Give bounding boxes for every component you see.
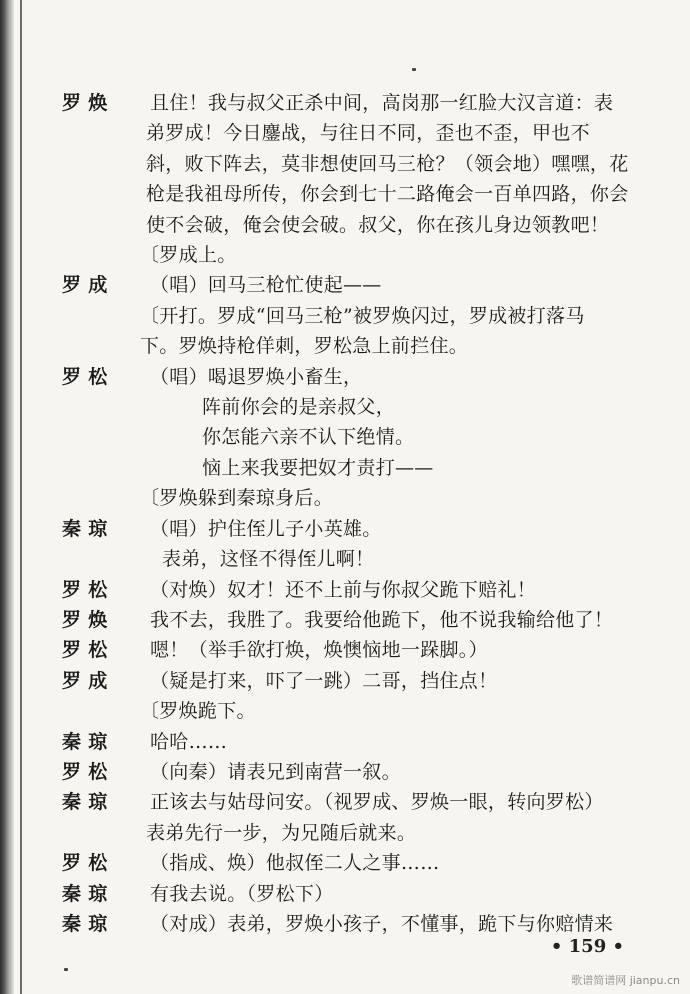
speech-continuation: 弟罗成！今日鏖战，与往日不同，歪也不歪，甲也不 (146, 122, 590, 145)
stage-direction: 〔罗焕躲到秦琼身后。 (140, 487, 334, 510)
speech-text: （对成）表弟，罗焕小孩子，不懂事，跪下与你赔情来 (150, 912, 614, 935)
watermark: 歌谱简谱网 jianpu.cn (571, 974, 680, 987)
dialogue-line (58, 575, 638, 605)
speech-text: （唱）喝退罗焕小畜生， (150, 365, 363, 388)
speech-continuation: 表弟，这怪不得侄儿啊！ (162, 548, 375, 571)
speaker-name: 秦 琼 (62, 912, 108, 935)
speech-text: （唱）回马三枪忙使起—— (150, 274, 382, 297)
speaker-name: 罗 成 (62, 274, 108, 297)
dialogue-line (58, 270, 638, 300)
speech-text: 有我去说。（罗松下） (150, 882, 334, 905)
speech-text: 哈哈…… (150, 730, 228, 753)
dialogue-line (58, 666, 638, 696)
speech-text: （向秦）请表兄到南营一叙。 (150, 760, 401, 783)
speech-text: （疑是打来，吓了一跳）二哥，挡住点！ (150, 669, 498, 692)
speaker-name: 罗 焕 (62, 92, 108, 114)
script-text (58, 88, 638, 939)
stage-direction: 下。罗焕持枪佯刺，罗松急上前拦住。 (140, 335, 469, 358)
speaker-name: 罗 成 (62, 669, 108, 692)
speaker-name: 罗 松 (62, 760, 108, 783)
dialogue-line (58, 909, 638, 939)
speech-text: （指成、焕）他叔侄二人之事…… (150, 852, 440, 875)
speech-continuation: 表弟先行一步，为兄随后就来。 (146, 821, 417, 844)
speaker-name: 罗 松 (62, 578, 108, 601)
dialogue-line (58, 848, 638, 878)
stage-direction: 〔罗焕跪下。 (140, 700, 256, 723)
speech-text: 嗯！（举手欲打焕，焕懊恼地一跺脚。） (150, 639, 488, 662)
book-spine-shadow (0, 0, 14, 994)
speech-text: 正该去与姑母问安。（视罗成、罗焕一眼，转向罗松） (150, 791, 604, 814)
stage-direction: 〔开打。罗成“回马三枪”被罗焕闪过，罗成被打落马 (140, 304, 585, 327)
verse-line: 阵前你会的是亲叔父， (202, 396, 396, 419)
speech-text: 我不去，我胜了。我要给他跪下，他不说我输给他了！ (150, 608, 614, 631)
dialogue-line (58, 635, 638, 665)
print-speck (412, 68, 416, 71)
page-number: • 159 • (550, 936, 624, 957)
dialogue-line (58, 605, 638, 635)
speech-continuation: 枪是我祖母所传，你会到七十二路俺会一百单四路，你会 (146, 183, 629, 206)
speaker-name: 罗 松 (62, 365, 108, 388)
dialogue-line (58, 787, 638, 817)
verse-line: 恼上来我要把奴才责打—— (202, 456, 434, 479)
dialogue-line (58, 362, 638, 392)
speaker-name: 罗 松 (62, 639, 108, 662)
stage-direction: 〔罗成上。 (140, 244, 237, 267)
dialogue-line (58, 88, 638, 118)
speech-continuation: 斜，败下阵去，莫非想使回马三枪？（领会地）嘿嘿，花 (146, 152, 629, 175)
verse-line: 你怎能六亲不认下绝情。 (202, 426, 415, 449)
speech-text: （唱）护住侄儿子小英雄。 (150, 517, 382, 540)
speech-text: 且住！我与叔父正杀中间，高岗那一红脸大汉言道：表 (150, 92, 614, 114)
speaker-name: 秦 琼 (62, 730, 108, 753)
speaker-name: 秦 琼 (62, 882, 108, 905)
speaker-name: 秦 琼 (62, 517, 108, 540)
speaker-name: 罗 焕 (62, 608, 108, 631)
dialogue-line (58, 757, 638, 787)
dialogue-line (58, 514, 638, 544)
speech-text: （对焕）奴才！还不上前与你叔父跪下赔礼！ (150, 578, 537, 601)
dialogue-line (58, 727, 638, 757)
speech-continuation: 使不会破，俺会使会破。叔父，你在孩儿身边领教吧！ (146, 213, 610, 236)
speaker-name: 秦 琼 (62, 791, 108, 814)
margin-line (20, 0, 22, 994)
print-speck (64, 968, 68, 971)
speaker-name: 罗 松 (62, 852, 108, 875)
dialogue-line (58, 879, 638, 909)
